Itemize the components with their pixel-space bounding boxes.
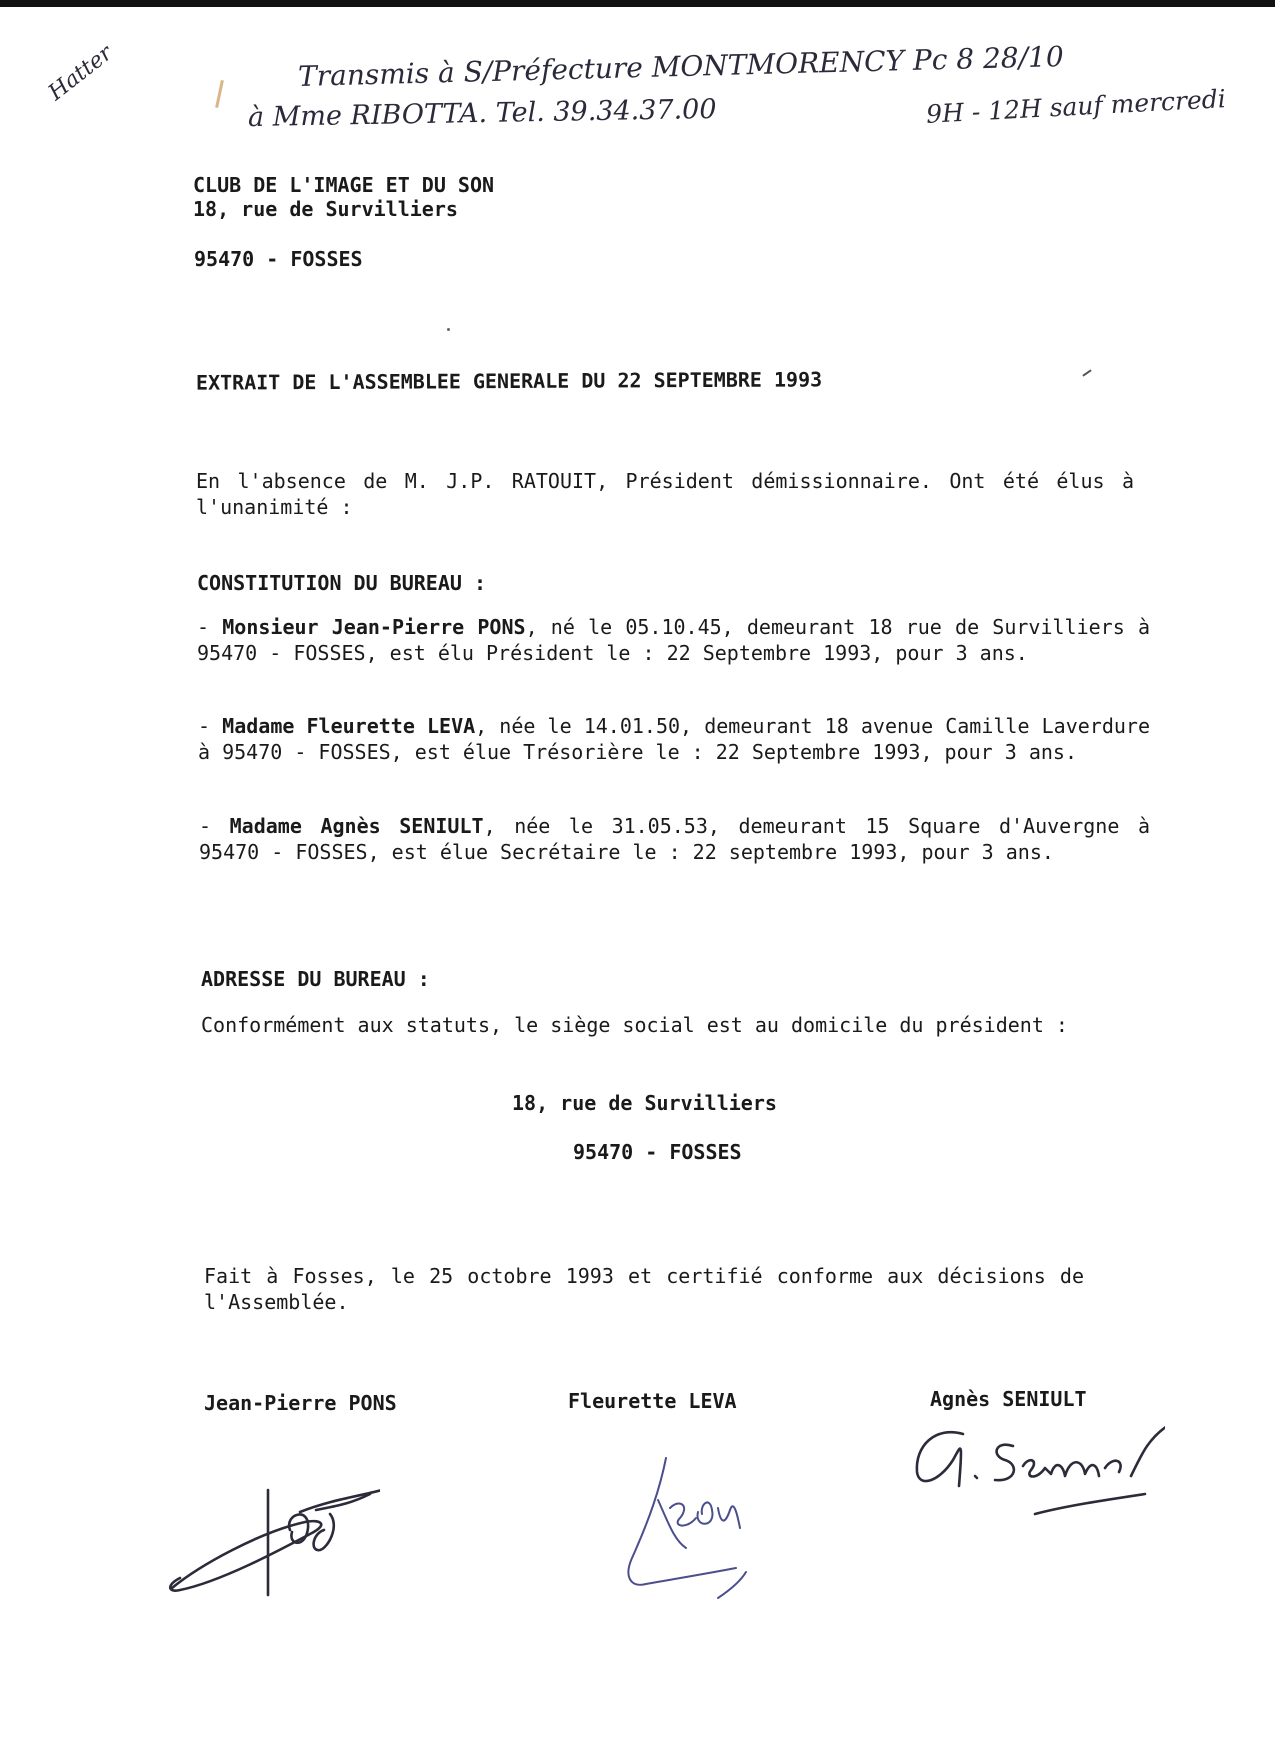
club-city: 95470 - FOSSES xyxy=(194,247,363,271)
handwritten-margin-note: Hatter xyxy=(44,40,118,106)
member-name: Monsieur Jean-Pierre PONS xyxy=(222,615,526,639)
seat-city: 95470 - FOSSES xyxy=(573,1140,742,1164)
intro-paragraph: En l'absence de M. J.P. RATOUIT, Président démissionnaire. Ont été élus à l'unanimité : xyxy=(196,469,1134,519)
member-details: , né le 05.10.45, demeurant 18 rue de Survilliers à 95470 - FOSSES, est élu Président le : 22 Septembre 1993, pour 3 ans. xyxy=(197,615,1150,665)
member-details: , née le 14.01.50, demeurant 18 avenue Camille Laverdure à 95470 - FOSSES, est élue Trésorière le : 22 Septembre 1993, pour 3 ans. xyxy=(198,714,1150,764)
stray-mark xyxy=(1082,369,1091,376)
signatory-secretary: Agnès SENIULT xyxy=(930,1387,1087,1411)
handwritten-annotation-line1: Transmis à S/Préfecture MONTMORENCY Pc 8 28/10 xyxy=(297,39,1065,94)
bureau-member-president xyxy=(197,614,1150,666)
scan-top-border xyxy=(0,0,1275,7)
closing-paragraph: Fait à Fosses, le 25 octobre 1993 et certifié conforme aux décisions de l'Assemblée. xyxy=(204,1264,1084,1314)
signature-secretary xyxy=(905,1416,1165,1526)
club-street: 18, rue de Survilliers xyxy=(193,197,458,221)
member-details: , née le 31.05.53, demeurant 15 Square d'Auvergne à 95470 - FOSSES, est élue Secrétaire le : 22 septembre 1993, pour 3 ans. xyxy=(199,814,1151,864)
signatory-president: Jean-Pierre PONS xyxy=(204,1391,397,1415)
member-name: Madame Agnès SENIULT xyxy=(229,814,484,838)
signatory-treasurer: Fleurette LEVA xyxy=(568,1389,737,1413)
club-name: CLUB DE L'IMAGE ET DU SON xyxy=(193,173,495,197)
member-prefix: - xyxy=(197,615,223,639)
handwritten-annotation-line2: à Mme RIBOTTA. Tel. 39.34.37.00 xyxy=(247,93,717,134)
address-paragraph: Conformément aux statuts, le siège social est au domicile du président : xyxy=(201,1013,1068,1037)
stray-dot xyxy=(447,328,450,331)
signature-president xyxy=(160,1470,380,1600)
member-name: Madame Fleurette LEVA xyxy=(222,714,476,738)
member-prefix: - xyxy=(198,714,223,738)
document-title: EXTRAIT DE L'ASSEMBLEE GENERALE DU 22 SEPTEMBRE 1993 xyxy=(195,367,823,395)
bureau-member-treasurer xyxy=(198,713,1150,765)
pencil-mark xyxy=(215,80,224,108)
bureau-heading: CONSTITUTION DU BUREAU : xyxy=(197,571,486,595)
handwritten-annotation-hours: 9H - 12H sauf mercredi xyxy=(925,84,1227,129)
seat-street: 18, rue de Survilliers xyxy=(512,1091,777,1115)
member-prefix: - xyxy=(199,814,230,838)
bureau-member-secretary xyxy=(199,813,1150,865)
signature-treasurer xyxy=(620,1448,760,1618)
address-heading: ADRESSE DU BUREAU : xyxy=(201,967,430,991)
